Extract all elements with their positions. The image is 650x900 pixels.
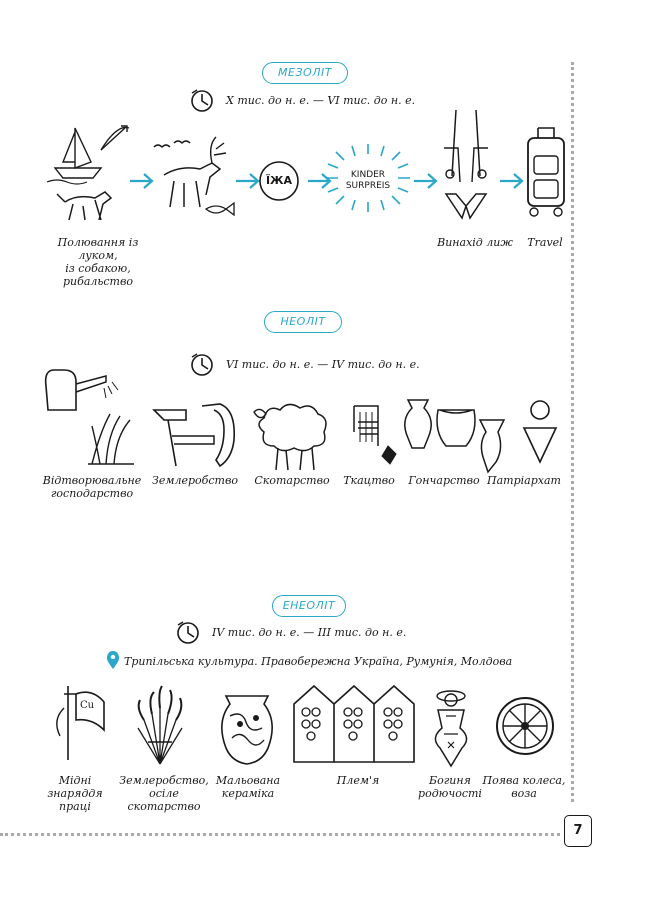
caption-line: родючості: [418, 787, 482, 800]
dotted-border-horizontal: [0, 833, 560, 836]
caption-hunting: [38, 236, 158, 288]
caption-copper-tools: [40, 774, 110, 813]
watering-wheat-icon: [40, 362, 140, 472]
caption-line: рибальство: [62, 275, 133, 288]
caption-line: осіле: [149, 787, 179, 800]
caption-wheel: [478, 774, 570, 800]
patriarchy-symbol-icon: [522, 398, 558, 468]
farming-tools-icon: [152, 400, 240, 470]
caption-line: Землеробство,: [119, 774, 209, 787]
eneolith-location: Трипільська культура. Правобережна Україна, Румунія, Молдова: [124, 655, 513, 668]
sheep-icon: [250, 400, 330, 472]
suitcase-icon: [524, 126, 568, 218]
copper-label: Cu: [80, 700, 95, 711]
caption-farming: Землеробство: [152, 474, 238, 487]
caption-goddess: [412, 774, 488, 800]
caption-pottery: Гончарство: [408, 474, 480, 487]
neolith-title: НЕОЛІТ: [264, 311, 342, 333]
caption-line: Відтворювальне: [42, 474, 142, 487]
caption-productive-economy: [40, 474, 144, 500]
kinder-line-1: KINDER: [350, 170, 386, 180]
clock-icon: [190, 88, 216, 114]
caption-travel: Travel: [527, 236, 563, 249]
clock-icon: [176, 620, 202, 646]
goddess-figurine-icon: [428, 688, 474, 768]
pottery-icon: [400, 396, 512, 474]
skis-icon: [436, 108, 496, 226]
caption-line: знаряддя: [47, 787, 103, 800]
food-label: ЇЖА: [265, 174, 293, 187]
caption-line: Мальована: [215, 774, 281, 787]
hunting-fishing-icon: [45, 120, 135, 230]
clock-icon: [190, 352, 216, 378]
caption-agriculture: [112, 774, 216, 813]
painted-vase-icon: [216, 692, 278, 768]
map-pin-icon: [106, 651, 120, 671]
caption-line: Полювання із луком,: [57, 236, 139, 262]
caption-skis: Винахід лиж: [437, 236, 513, 249]
neolith-dates: VI тис. до н. е. — IV тис. до н. е.: [226, 358, 420, 371]
page-number: 7: [564, 815, 592, 847]
wheat-sheaf-icon: [130, 684, 190, 766]
caption-weaving: Ткацтво: [343, 474, 395, 487]
caption-patriarchy: Патріархат: [487, 474, 561, 487]
caption-line: Богиня: [429, 774, 471, 787]
caption-ceramics: [208, 774, 288, 800]
kinder-line-2: SURPREIS: [345, 181, 391, 191]
caption-line: воза: [511, 787, 537, 800]
caption-line: господарство: [50, 487, 134, 500]
caption-line: скотарство: [127, 800, 201, 813]
caption-line: кераміка: [221, 787, 275, 800]
mesolith-dates: X тис. до н. е. — VI тис. до н. е.: [226, 94, 416, 107]
dotted-border-vertical: [571, 62, 574, 802]
eneolith-title: ЕНЕОЛІТ: [272, 595, 346, 617]
caption-cattle: Скотарство: [254, 474, 330, 487]
copper-axe-icon: [48, 684, 108, 764]
caption-tribe: Плем'я: [336, 774, 380, 787]
caption-line: із собакою,: [65, 262, 131, 275]
tribe-houses-icon: [292, 682, 418, 768]
deer-icon: [150, 135, 240, 230]
mesolith-title: МЕЗОЛІТ: [262, 62, 348, 84]
wheel-icon: [494, 690, 556, 762]
caption-line: Поява колеса,: [482, 774, 566, 787]
eneolith-dates: IV тис. до н. е. — III тис. до н. е.: [212, 626, 407, 639]
kinder-label: [330, 170, 406, 192]
caption-line: праці: [59, 800, 91, 813]
loom-icon: [346, 402, 406, 472]
caption-line: Мідні: [58, 774, 92, 787]
arrow-icon: [498, 172, 526, 190]
